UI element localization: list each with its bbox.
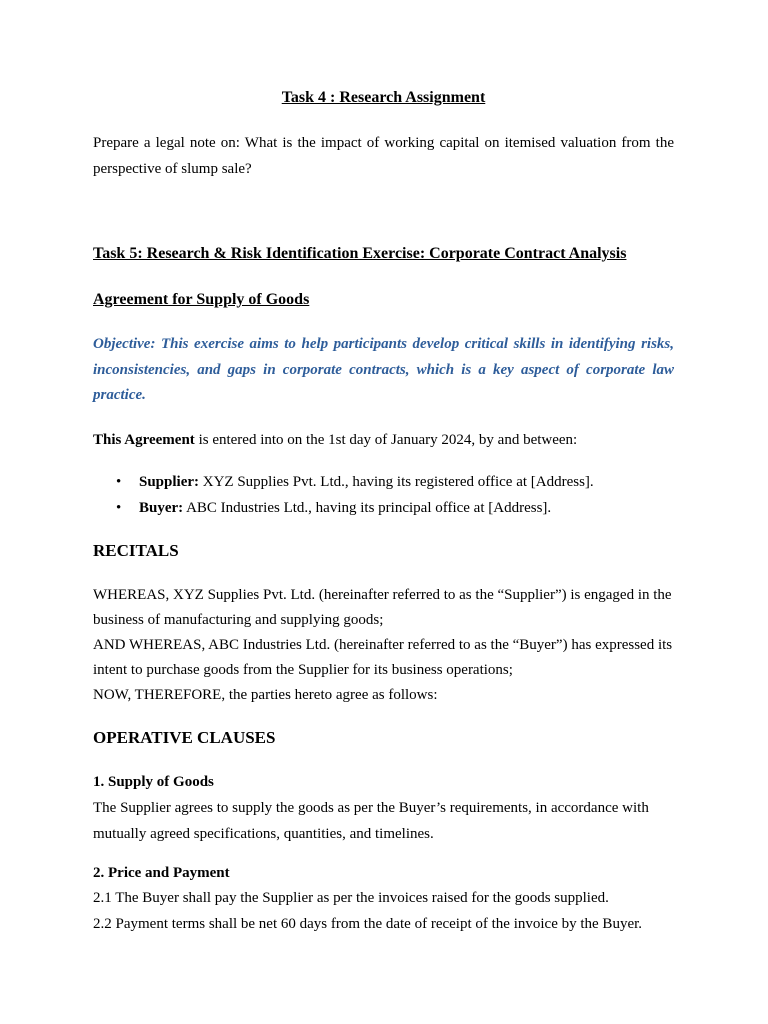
clause-body: The Supplier agrees to supply the goods as per the Buyer’s requirements, in accordance with mutually agreed specifications, quantities, and timelines. xyxy=(93,799,649,842)
task4-title: Task 4 : Research Assignment xyxy=(281,89,486,106)
clause-title: 2. Price and Payment xyxy=(93,864,230,881)
task5-title: Task 5: Research & Risk Identification Exercise: Corporate Contract Analysis xyxy=(93,245,627,262)
clause-line: 2.2 Payment terms shall be net 60 days from the date of receipt of the invoice by the Buyer. xyxy=(93,915,643,932)
clause-line: 2.1 The Buyer shall pay the Supplier as per the invoices raised for the goods supplied. xyxy=(93,889,609,906)
party-text: XYZ Supplies Pvt. Ltd., having its registered office at [Address]. xyxy=(199,473,594,490)
recitals-body xyxy=(93,583,674,709)
party-text: ABC Industries Ltd., having its principal office at [Address]. xyxy=(183,499,552,516)
parties-list xyxy=(93,469,674,521)
clause-title: 1. Supply of Goods xyxy=(93,773,214,790)
document-content xyxy=(93,86,674,937)
operative-heading: OPERATIVE CLAUSES xyxy=(93,727,276,747)
agreement-title: Agreement for Supply of Goods xyxy=(93,291,310,308)
recital-paragraph: AND WHEREAS, ABC Industries Ltd. (hereinafter referred to as the “Buyer”) has expressed its intent to purchase goods from the Supplier for its business operations; xyxy=(93,636,673,679)
intro-bold: This Agreement xyxy=(93,431,195,448)
bullet-icon: • xyxy=(116,473,122,490)
party-supplier xyxy=(93,469,674,495)
recitals-heading: RECITALS xyxy=(93,540,179,560)
task4-body: Prepare a legal note on: What is the impact of working capital on itemised valuation from the perspective of slump sale? xyxy=(93,135,674,177)
party-label: Supplier: xyxy=(139,473,200,490)
party-buyer xyxy=(93,495,674,521)
agreement-intro xyxy=(93,428,674,452)
intro-rest: is entered into on the 1st day of January 2024, by and between: xyxy=(194,431,578,448)
recital-paragraph: NOW, THEREFORE, the parties hereto agree as follows: xyxy=(93,687,438,704)
party-label: Buyer: xyxy=(139,499,184,516)
objective-text: Objective: This exercise aims to help participants develop critical skills in identifying risks, inconsistencies, and gaps in corporate contracts, which is a key aspect of corporate law practice. xyxy=(93,336,674,403)
recital-paragraph: WHEREAS, XYZ Supplies Pvt. Ltd. (hereinafter referred to as the “Supplier”) is engaged in the business of manufacturing and supplying goods; xyxy=(93,586,672,628)
bullet-icon: • xyxy=(116,499,122,516)
